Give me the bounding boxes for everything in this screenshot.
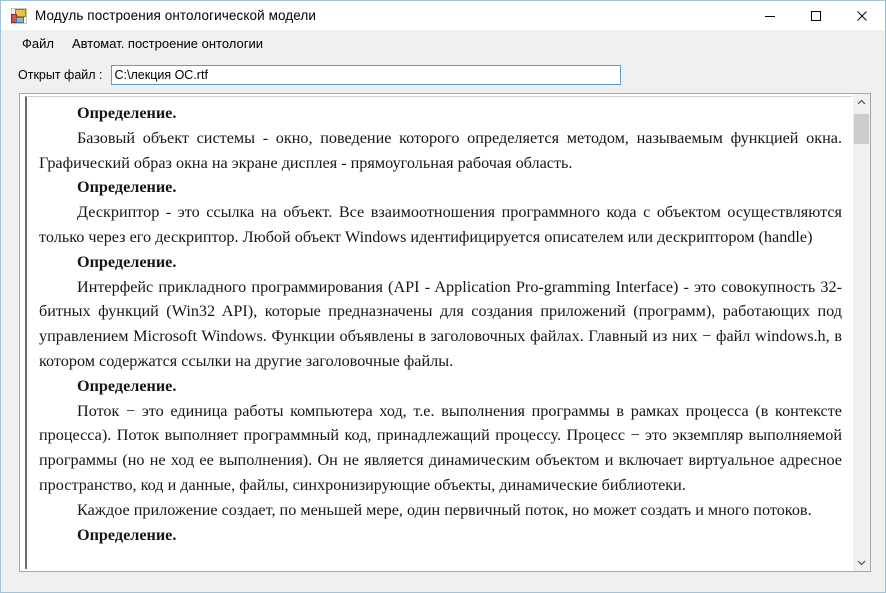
scrollbar-track[interactable] [853,111,870,554]
menu-item-auto-ontology[interactable]: Автомат. построение онтологии [71,36,264,51]
document-paragraph: Дескриптор - это ссылка на объект. Все взаимоотношения программного кода с объектом осуществляются только через его дескриптор. Любой объект Windows идентифицируется описателем или дескриптором (handle) [39,203,842,246]
document-paragraph: Базовый объект системы - окно, поведение которого определяется методом, называемым функцией окна. Графический образ окна на экране дисплея - прямоугольная рабочая область. [39,128,842,172]
scroll-up-button[interactable] [853,94,870,111]
document-heading: Определение. [77,376,177,395]
document-heading: Определение. [77,525,177,544]
document-paragraph: Поток − это единица работы компьютера ход, т.е. выполнения программы в рамках процесса (в контексте процесса). Поток выполняет программный код, принадлежащий процессу. Процесс − это экземпляр выполняемой программы (но не ход ее выполнения). Он не является динамическим объектом и включает виртуальное адресное пространство, код и данные, файлы, синхронизирующие объекты, динамические библиотеки. [39,401,842,494]
scroll-down-button[interactable] [853,554,870,571]
maximize-icon [810,10,822,22]
maximize-button[interactable] [793,1,839,30]
chevron-down-icon [857,559,866,566]
file-path-input[interactable] [111,65,621,85]
close-icon [856,10,868,22]
document-panel [19,93,871,572]
document-text[interactable] [27,97,852,547]
document-paragraph: Каждое приложение создает, по меньшей мере, один первичный поток, но может создать и много потоков. [77,500,812,519]
document-heading: Определение. [77,178,177,197]
file-path-row [1,57,885,93]
document-heading: Определение. [77,252,177,271]
form-designer-icon [11,8,27,24]
window-title: Модуль построения онтологической модели [35,8,317,23]
menu-bar [1,30,885,57]
document-heading: Определение. [77,104,177,122]
document-scrollbar[interactable] [852,94,870,571]
menu-item-file[interactable]: Файл [22,36,54,51]
document-viewport [25,96,852,569]
scrollbar-thumb[interactable] [854,114,869,144]
window-controls [747,1,885,30]
chevron-up-icon [857,99,866,106]
close-button[interactable] [839,1,885,30]
minimize-button[interactable] [747,1,793,30]
document-paragraph: Интерфейс прикладного программирования (API - Application Pro-gramming Interface) - это совокупность 32-битных функций (Win32 API), которые предназначены для создания приложений (программ), работающих под управлением Microsoft Windows. Функции объявлены в заголовочных файлах. Главный из них − файл windows.h, в котором содержатся ссылки на другие заголовочные файлы. [39,277,842,370]
file-path-label: Открыт файл : [18,68,103,82]
title-bar [1,1,885,30]
minimize-icon [764,10,776,22]
